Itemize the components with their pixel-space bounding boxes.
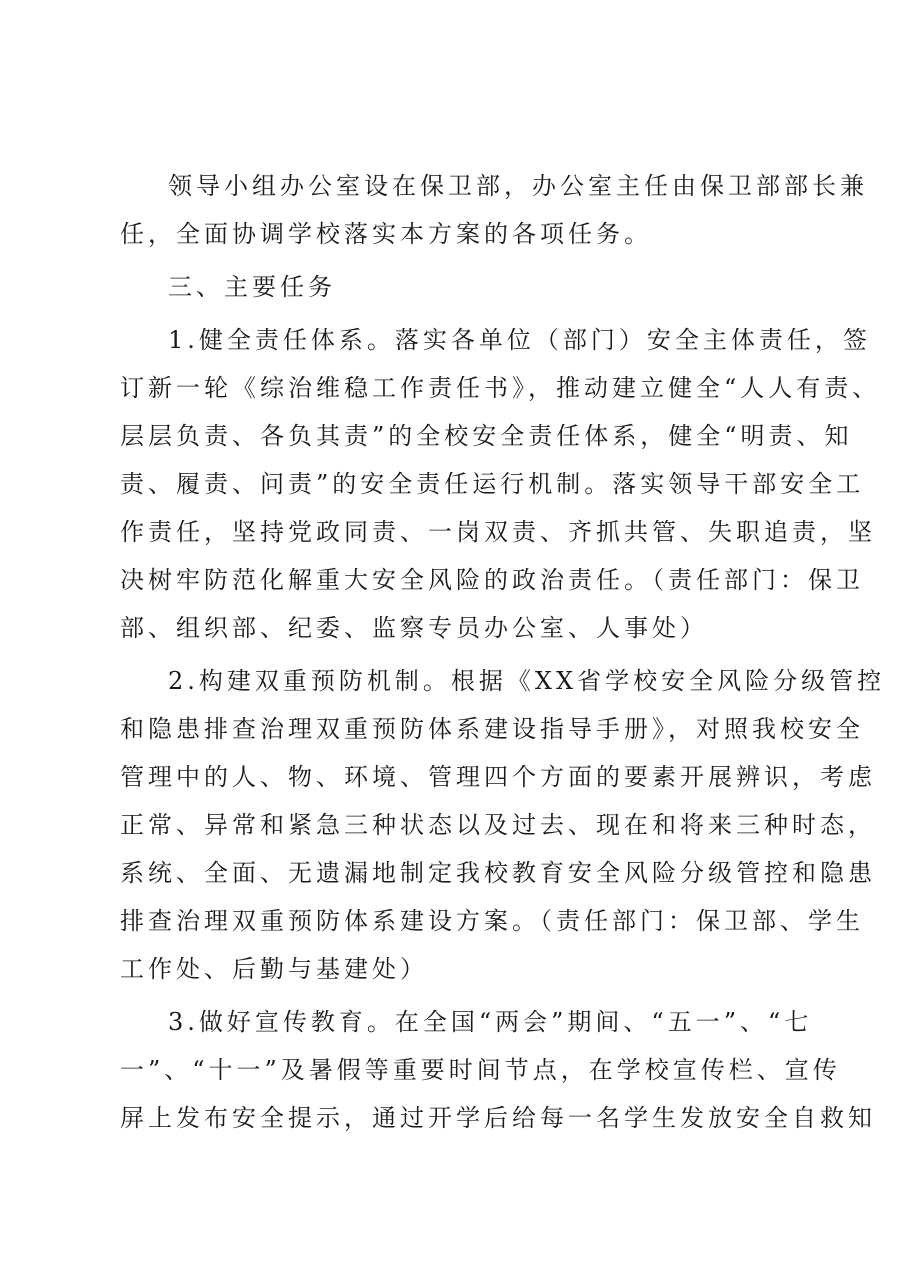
document-body [120, 162, 886, 1142]
text-line: 管理中的人、物、环境、管理四个方面的要素开展辨识，考虑 [120, 763, 876, 791]
text-line: 任，全面协调学校落实本方案的各项任务。 [120, 220, 652, 248]
text-line: 决树牢防范化解重大安全风险的政治责任。（责任部门：保卫 [120, 566, 864, 594]
text-line: 1.健全责任体系。落实各单位（部门）安全主体责任，签 [168, 326, 871, 354]
paragraph-office [120, 162, 868, 258]
text-line: 排查治理双重预防体系建设方案。（责任部门：保卫部、学生 [120, 907, 864, 935]
text-line: 系统、全面、无遗漏地制定我校教育安全风险分级管控和隐患 [120, 859, 876, 887]
text-line: 屏上发布安全提示，通过开学后给每一名学生发放安全自救知 [120, 1104, 876, 1132]
text-line: 3.做好宣传教育。在全国“两会”期间、“五一”、“七 [168, 1008, 813, 1036]
text-line: 领导小组办公室设在保卫部，办公室主任由保卫部部长兼 [168, 172, 868, 200]
text-line: 部、组织部、纪委、监察专员办公室、人事处） [120, 614, 708, 642]
section-heading [120, 263, 792, 311]
text-line: 工作处、后勤与基建处） [120, 955, 428, 983]
text-line: 正常、异常和紧急三种状态以及过去、现在和将来三种时态， [120, 811, 876, 839]
paragraph-task-3 [120, 998, 876, 1142]
text-line: 一”、“十一”及暑假等重要时间节点，在学校宣传栏、宣传 [120, 1056, 841, 1084]
text-line: 作责任，坚持党政同责、一岗双责、齐抓共管、失职追责，坚 [120, 518, 876, 546]
text-line: 2.构建双重预防机制。根据《XX省学校安全风险分级管控 [168, 667, 886, 695]
text-line: 责、履责、问责”的安全责任运行机制。落实领导干部安全工 [120, 470, 865, 498]
text-line: 订新一轮《综治维稳工作责任书》，推动建立健全“人人有责、 [120, 374, 881, 402]
text-line: 层层负责、各负其责”的全校安全责任体系，健全“明责、知 [120, 422, 853, 450]
paragraph-task-2 [120, 657, 886, 993]
paragraph-task-1 [120, 316, 881, 652]
heading-line: 三、主要任务 [168, 273, 336, 301]
text-line: 和隐患排查治理双重预防体系建设指导手册》，对照我校安全 [120, 715, 864, 743]
